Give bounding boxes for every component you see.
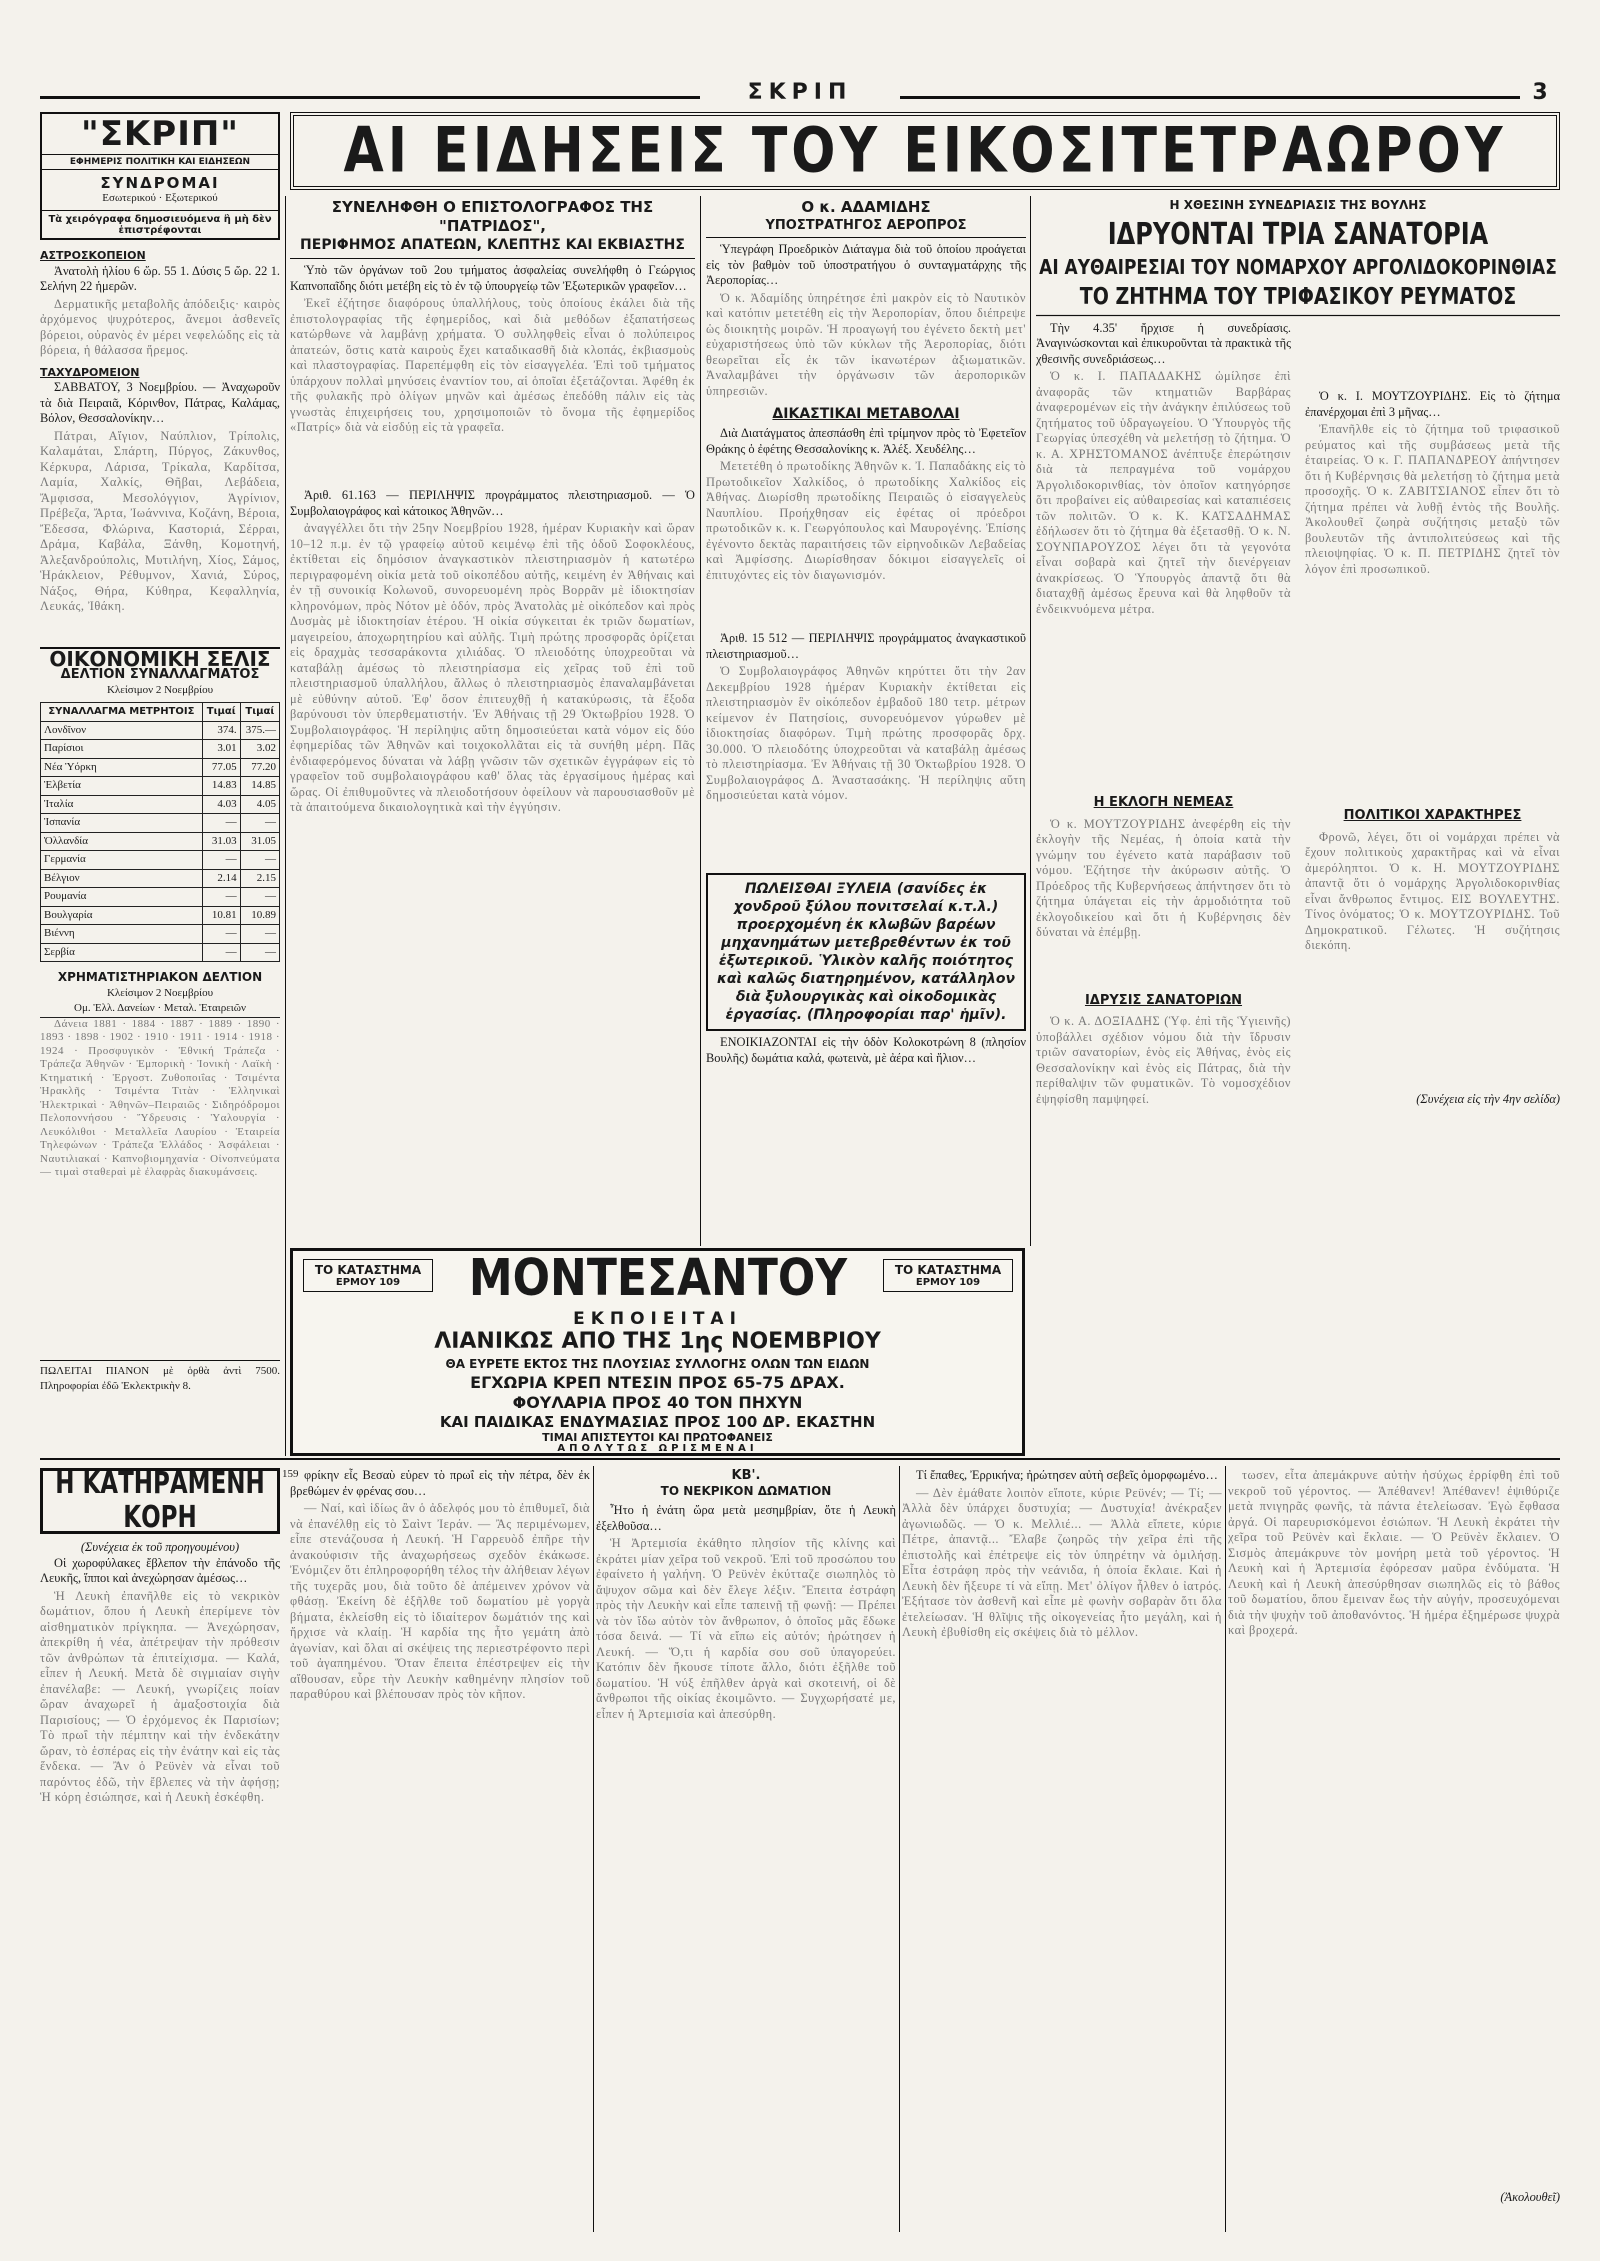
economy-heading: ΟΙΚΟΝΟΜΙΚΗ ΣΕΛΙΣ bbox=[40, 647, 280, 668]
col3-text-1: Ὑπεγράφη Προεδρικὸν Διάταγμα διὰ τοῦ ὁποίου προάγεται εἰς τὸν βαθμὸν τοῦ ὑποστρατήγου ὁ συνταγματάρχης τῆς Ἀεροπορίας… bbox=[706, 242, 1026, 287]
main-banner bbox=[290, 112, 1560, 190]
exchange-currency: Ρουμανία bbox=[41, 888, 203, 907]
serial-text-1: Οἱ χωροφύλακες ἔβλεπον τὴν ἐπάνοδο τῆς Λευκῆς, ἵπποι καὶ ἀνεχώρησαν ἀμέσως… bbox=[40, 1555, 280, 1585]
column-4 bbox=[1036, 198, 1560, 1453]
exchange-row bbox=[41, 851, 280, 870]
exchange-col-sell: Τιμαί bbox=[240, 703, 279, 722]
exchange-table bbox=[40, 702, 280, 962]
exchange-rate: 3.02 bbox=[240, 740, 279, 759]
col4-filler-3: Ὁ κ. Α. ΔΟΞΙΑΔΗΣ (Ὑφ. ἐπὶ τῆς Ὑγιεινῆς) ὑποβάλλει σχέδιον νόμου διὰ τὴν ἵδρυσιν τριῶν σανατορίων, ἑνὸς εἰς Ἀθήνας, ἑνὸς εἰς Θεσσαλονίκην καὶ ἑνὸς εἰς Πάτρας, διὰ τὴν περίθαλψιν τῶν φυματικῶν. Τὸ νομοσχέδιον ἐψηφίσθη παμψηφεί. bbox=[1036, 1014, 1291, 1106]
col2-headline-1: ΣΥΝΕΛΗΦΘΗ Ο ΕΠΙΣΤΟΛΟΓΡΑΦΟΣ ΤΗΣ "ΠΑΤΡΙΔΟΣ", bbox=[331, 198, 654, 235]
column-rule bbox=[1030, 196, 1031, 1246]
exchange-row bbox=[41, 888, 280, 907]
col2-filler-2: ἀναγγέλλει ὅτι τὴν 25ην Νοεμβρίου 1928, ἡμέραν Κυριακὴν καὶ ὥραν 10–12 π.μ. ἐν τῷ γραφείῳ αὐτοῦ κειμένῳ ἐπὶ τῆς ὁδοῦ Σοφοκλέους, ἐκτίθεται εἰς δημόσιον ἀναγκαστικὸν πλειστηριασμὸν ἡ κατωτέρω περιγραφομένη οἰκία μετὰ τοῦ οἰκοπέδου αὐτῆς, κειμένη ἐν Ἀθήναις καὶ ἐν τῇ συνοικίᾳ Κολωνοῦ, συνορευομένη πρὸς Βορρᾶν μὲ ἰδιοκτησίαν κληρονόμων, πρὸς Νότον μὲ ὁδόν, πρὸς Ἀνατολὰς μὲ οἰκόπεδον καὶ πρὸς Δυσμὰς μὲ ἰδιοκτησίαν ἑτέρου. Ἡ οἰκία σύγκειται ἐκ τριῶν δωματίων, μαγειρείου, ἀποχωρητηρίου καὶ αὐλῆς. Τιμὴ πρώτης προσφορᾶς ὁρίζεται εἰς δραχμὰς τεσσαράκοντα χιλιάδας. Ὁ πλειοδότης ὑποχρεοῦται νὰ καταβάλῃ ἀμέσως τὸ πλειστηρίασμα εἰς χεῖρας τοῦ ἐπὶ τοῦ πλειστηριασμοῦ ὑπαλλήλου, ἄλλως ὁ πλειστηριασμὸς ἐπαναλαμβάνεται μὲ εὐθύνην αὐτοῦ. Ἐφ' ὅσον ἐπιτευχθῇ ἡ κατακύρωσις, τὰ ἔξοδα βαρύνουσι τὸν ὑπερθεματιστήν. Ἐν Ἀθήναις τῇ 29 Ὀκτωβρίου 1928. Ὁ Συμβολαιογράφος. Ἡ περίληψις αὕτη δημοσιεύεται κατὰ νόμον εἰς δύο ἐφημερίδας τῶν Ἀθηνῶν καὶ τοιχοκολλᾶται εἰς τὰ συνήθη μέρη. Πᾶς ἐνδιαφερόμενος δύναται νὰ λάβῃ γνῶσιν τῶν σχετικῶν ἐγγράφων εἰς τὸ γραφεῖον τοῦ συμβολαιογράφου καθ' ὅλας τὰς ἐργασίμους ἡμέρας καὶ ὥρας. Οἱ ἐπιθυμοῦντες νὰ πλειοδοτήσουν ὀφείλουν νὰ παρουσιασθοῦν μὲ τὰ ἀπαιτούμενα δικαιολογητικὰ καὶ τὴν ἐγγύησιν. bbox=[290, 521, 695, 814]
exchange-currency: Ὁλλανδία bbox=[41, 832, 203, 851]
exchange-rate: — bbox=[202, 943, 240, 962]
exchange-row bbox=[41, 795, 280, 814]
col4-body bbox=[1036, 321, 1560, 1401]
col4-headline-3: ΤΟ ΖΗΤΗΜΑ ΤΟΥ ΤΡΙΦΑΣΙΚΟΥ ΡΕΥΜΑΤΟΣ bbox=[1036, 278, 1560, 315]
exchange-rate: 10.89 bbox=[240, 906, 279, 925]
serial-number: 159 bbox=[282, 1468, 299, 1480]
exchange-row bbox=[41, 777, 280, 796]
bourse-columns: Ομ. Ἐλλ. Δανείων · Μεταλ. Ἑταιρειῶν bbox=[40, 1001, 280, 1018]
exchange-rate: — bbox=[202, 888, 240, 907]
exchange-rate: 4.05 bbox=[240, 795, 279, 814]
paper-tagline: ΕΦΗΜΕΡΙΣ ΠΟΛΙΤΙΚΗ ΚΑΙ ΕΙΔΗΣΕΩΝ bbox=[42, 154, 278, 170]
serial-continued: (Συνέχεια ἐκ τοῦ προηγουμένου) bbox=[80, 1540, 240, 1554]
col4-kicker: Η ΧΘΕΣΙΝΗ ΣΥΝΕΔΡΙΑΣΙΣ ΤΗΣ ΒΟΥΛΗΣ bbox=[1169, 198, 1427, 212]
exchange-currency: Σερβία bbox=[41, 943, 203, 962]
serial-column-2 bbox=[290, 1468, 590, 2230]
col3-filler-2: Μετετέθη ὁ πρωτοδίκης Ἀθηνῶν κ. Ἰ. Παπαδάκης εἰς τὸ Πρωτοδικεῖον Χαλκίδος, ὁ πρωτοδίκης Χαλκίδος εἰς Ἀθήνας. Διωρίσθη πρωτοδίκης Πειραιῶς ὁ εἰσαγγελεὺς Ναυπλίου. Προήχθησαν εἰς ἐφέτας οἱ πρόεδροι πρωτοδικῶν κ. κ. Γεωργόπουλος καὶ Μαυρογένης. Ἐπίσης ἐγένοντο δεκτὰς παραιτήσεις τῶν εἰρηνοδικῶν Λεβαδείας καὶ Ἀμφίσσης. Διωρίσθησαν δόκιμοι εἰσαγγελεῖς οἱ ἐπιτυχόντες εἰς τὸν διαγωνισμόν. bbox=[706, 459, 1026, 582]
exchange-row bbox=[41, 869, 280, 888]
exchange-col-buy: Τιμαί bbox=[202, 703, 240, 722]
col4-filler-1: Ὁ κ. Ι. ΠΑΠΑΔΑΚΗΣ ὡμίλησε ἐπὶ ἀναφορᾶς τῶν κτηματιῶν Βαρβάρας ἀναφερομένων εἰς τὴν ἀνάγκην ἐπιλύσεως τοῦ ζητήματος τοῦ ὑδραγωγείου. Ὁ Ὑπουργὸς τῆς Γεωργίας ὑπεσχέθη νὰ μελετήσῃ τὸ ζήτημα. Ὁ κ. Α. ΧΡΗΣΤΟΜΑΝΟΣ ἀνέπτυξε ἐπερώτησιν διὰ τὰ πεπραγμένα τοῦ νομάρχου Ἀργολιδοκορινθίας, τὸν ὁποῖον κατηγόρησε ὅτι προβαίνει εἰς αὐθαιρεσίας καὶ καταπιέσεις τῶν πολιτῶν. Ὁ κ. Κ. ΚΑΤΣΑΔΗΜΑΣ ἐδήλωσεν ὅτι τὸ ζήτημα θὰ ἐξετασθῇ. Ὁ κ. Ν. ΣΟΥΝΠΑΡΟΥΖΟΣ λέγει ὅτι τὰ γεγονότα εἶναι σοβαρὰ καὶ ζητεῖ τὴν διενέργειαν ἀνακρίσεως. Ὁ Ὑπουργὸς ἀπαντᾷ ὅτι θὰ διαταχθῇ ἀμέσως ἔρευνα καὶ θὰ ληφθοῦν τὰ ἐνδεικνυόμενα μέτρα. bbox=[1036, 369, 1291, 616]
page-number: 3 bbox=[1520, 80, 1560, 105]
serial-column-4 bbox=[902, 1468, 1222, 2230]
exchange-rate: 14.83 bbox=[202, 777, 240, 796]
serial-text-4: Τί ἔπαθες, Ἐρρικήνα; ἠρώτησεν αὐτὴ σεβεῖς ὁμορφωμένο… bbox=[916, 1468, 1218, 1482]
serial-filler-2: — Ναί, καὶ ἰδίως ἂν ὁ ἀδελφός μου τὸ ἐπιθυμεῖ, διὰ νὰ ἐπανέλθῃ εἰς τὸ Σαὶντ Ἰεράν. — Ἂς περιμένωμεν, εἶπε στενάζουσα ἡ Λευκή. Ἡ Γαρρευὸδ ἐπῆρε τὴν ἀνακούφισιν τῆς ἀναχωρήσεως σχεδὸν ἐκάκωσε. Ἐνόμιζεν ὅτι ἐπληροφορήθη τέλος τὴν ἀλήθειαν λέγων τῆς τυχερᾶς μου, διὰ τοῦτο δὲ ἀπέμεινεν χρόνον νὰ φθάσῃ. Ἐκείνη δὲ ἐξῆλθε τοῦ δωματίου μὲ γοργὰ βήματα, ἐκλείσθη εἰς τὸ ἰδιαίτερον δωμάτιόν της καὶ ἤρχισε νὰ κλαίῃ. Ἡ καρδία της ἦτο γεμάτη ἀπὸ ἀγωνίαν, καὶ ὅλαι αἱ σκέψεις της περιεστρέφοντο περὶ τοῦ ἀγαπημένου. Ὅταν ἔπειτα ἐπέστρεψεν εἰς τὴν αἴθουσαν, εὗρε τὴν Λευκὴν καθημένην πλησίον τοῦ παραθύρου καὶ βλέπουσαν πρὸς τὸν κῆπον. bbox=[290, 1501, 590, 1701]
paper-name: "ΣΚΡΙΠ" bbox=[80, 114, 240, 154]
exchange-rate: 31.05 bbox=[240, 832, 279, 851]
subscription-rows: Εσωτερικού · Εξωτερικού bbox=[102, 192, 218, 204]
exchange-rate: 31.03 bbox=[202, 832, 240, 851]
col2-filler-1: Ἐκεῖ ἐζήτησε διαφόρους ὑπαλλήλους, τοὺς ὁποίους ἐκάλει διὰ τῆς ἐπιστολογραφίας τῆς ἐφημερίδος, καὶ διὰ μεθόδων ἐξαπατήσεως κατώρθωνε νὰ λαμβάνῃ χρήματα. Ὁ συλληφθεὶς εἶναι ὁ πολύπειρος ἀπατεών, ὅστις κατὰ καιροὺς ἔχει καταδικασθῆ διὰ κλοπάς, ἐκβιασμοὺς καὶ πλαστογραφίας. Παρεπέμφθη εἰς τὸν εἰσαγγελέα. Ἐπὶ τοῦ τμήματος ὑπάρχουν πολλαὶ μηνύσεις ἐναντίον του, αἱ ὁποῖαι ἐξετάζονται. Ἀφέθη ἐκ τῆς φυλακῆς πρὸ ὀλίγων μηνῶν καὶ ἀμέσως ἐπεδόθη πάλιν εἰς τὰς γνωστὰς ἐπιχειρήσεις του, χρησιμοποιῶν τὸ ὄνομα τῆς ἐφημερίδος «Πατρίς» διὰ νὰ εἰσδύῃ εἰς τὰ γραφεῖα. bbox=[290, 296, 695, 434]
col2-headline-2: ΠΕΡΙΦΗΜΟΣ ΑΠΑΤΕΩΝ, ΚΛΕΠΤΗΣ ΚΑΙ ΕΚΒΙΑΣΤΗΣ bbox=[290, 236, 695, 259]
ad-line-5: ΦΟΥΛΑΡΙΑ ΠΡΟΣ 40 ΤΟΝ ΠΗΧΥΝ bbox=[512, 1393, 803, 1412]
col4-filler-2: Ὁ κ. ΜΟΥΤΖΟΥΡΙΔΗΣ ἀνεφέρθη εἰς τὴν ἐκλογὴν τῆς Νεμέας, ἡ ὁποία κατὰ τὴν γνώμην του ἐγένετο κατὰ παράβασιν τοῦ νόμου. Ἐζήτησε τὴν ἀκύρωσιν αὐτῆς. Ὁ Πρόεδρος τῆς Κυβερνήσεως ἀπήντησεν ὅτι τὸ ζήτημα ὑπάγεται εἰς τὴν ἁρμοδιότητα τοῦ ἐκλογοδικείου καὶ ὅτι ἡ Κυβέρνησις δὲν δύναται νὰ ἐπέμβῃ. bbox=[1036, 816, 1291, 939]
exchange-rate: 4.03 bbox=[202, 795, 240, 814]
serial-filler-3: Ἡ Ἀρτεμισία ἐκάθητο πλησίον τῆς κλίνης καὶ ἐκράτει μίαν χεῖρα τοῦ νεκροῦ. Ἐπὶ τοῦ προσώπου του ἐφαίνετο ἡ γαλήνη. Ὁ Ρεϋνὲν ἐκύτταζε σιωπηλὸς τὸ ἄψυχον σῶμα καὶ δὲν ἔλεγε λέξιν. Ἔπειτα ἐστράφη πρὸς τὴν Λευκὴν καὶ εἶπε ταπεινῇ τῇ φωνῇ: — Πρέπει νὰ τὸν ἴδω αὐτὸν τὸν ἄνθρωπον, ὁ ὁποῖος μᾶς ἔδωκε τόσα δεινά. — Τί νὰ εἴπω εἰς αὐτόν; ἠρώτησεν ἡ Λευκή. — Ὅ,τι ἡ καρδία σου σοῦ ὑπαγορεύει. Κατόπιν δὲν ἤκουσε τίποτε ἄλλο, διότι ἐξῆλθε τοῦ δωματίου. Ἡ νύξ ἐπῆλθεν ἀργὰ καὶ σκοτεινή, οἱ δὲ ἄνθρωποι τῆς οἰκίας ἐκοιμῶντο. — Συγχωρήσατέ με, εἶπεν ἡ Ἀρτεμισία καὶ ἀπεσύρθη. bbox=[596, 1536, 896, 1721]
exchange-rate: — bbox=[240, 943, 279, 962]
serial-chapter: ΚΒ'. bbox=[731, 1468, 761, 1483]
exchange-rate: 2.14 bbox=[202, 869, 240, 888]
exchange-currency: Βιέννη bbox=[41, 925, 203, 944]
ad-line-8: ΑΠΟΛΥΤΩΣ ΩΡΙΣΜΕΝΑΙ bbox=[557, 1443, 758, 1454]
exchange-currency: Γερμανία bbox=[41, 851, 203, 870]
manuscript-note: Τὰ χειρόγραφα δημοσιευόμενα ἢ μὴ δὲν ἐπιστρέφονται bbox=[42, 210, 278, 236]
serial-end: (Ἀκολουθεῖ) bbox=[1500, 2190, 1560, 2204]
astro-heading: ΑΣΤΡΟΣΚΟΠΕΙΟΝ bbox=[40, 249, 146, 262]
col3-text-3: Ἀριθ. 15 512 — ΠΕΡΙΛΗΨΙΣ προγράμματος ἀναγκαστικοῦ πλειστηριασμοῦ… bbox=[706, 631, 1026, 661]
column-rule bbox=[700, 196, 701, 1246]
exchange-date: Κλείσιμον 2 Νοεμβρίου bbox=[106, 683, 214, 696]
exchange-heading: ΔΕΛΤΙΟΝ ΣΥΝΑΛΛΑΓΜΑΤΟΣ bbox=[60, 667, 260, 682]
col4-headline-2: ΑΙ ΑΥΘΑΙΡΕΣΙΑΙ ΤΟΥ ΝΟΜΑΡΧΟΥ ΑΡΓΟΛΙΔΟΚΟΡΙΝΘΙΑΣ bbox=[1039, 255, 1557, 280]
ad-shop-box-left bbox=[303, 1259, 433, 1292]
left-column bbox=[40, 248, 280, 1453]
exchange-rate: — bbox=[202, 925, 240, 944]
serial-text-3: Ἦτο ἡ ἐνάτη ὥρα μετὰ μεσημβρίαν, ὅτε ἡ Λευκὴ ἐξελθοῦσα… bbox=[596, 1503, 896, 1533]
col3-headline-2: ΥΠΟΣΤΡΑΤΗΓΟΣ ΑΕΡΟΠΡΟΣ bbox=[706, 217, 1026, 238]
exchange-col-currency: ΣΥΝΑΛΛΑΓΜΑ ΜΕΤΡΗΤΟΙΣ bbox=[41, 703, 203, 722]
piano-note: ΠΩΛΕΙΤΑΙ ΠΙΑΝΟΝ μὲ ὁρθὰ ἀντὶ 7500. Πληροφορίαι ἐδῶ Ἐκλεκτρικὴν 8. bbox=[40, 1360, 280, 1395]
exchange-row bbox=[41, 721, 280, 740]
serial-column-5 bbox=[1228, 1468, 1560, 2230]
col4-text-1: Τὴν 4.35' ἤρχισε ἡ συνεδρίασις. Ἀναγινώσκονται καὶ ἐπικυροῦνται τὰ πρακτικὰ τῆς χθεσινῆς συνεδριάσεως… bbox=[1036, 320, 1291, 366]
column-3 bbox=[706, 198, 1026, 1248]
serial-column-3 bbox=[596, 1468, 896, 2230]
serial-filler-4: — Δὲν ἐμάθατε λοιπὸν εἴποτε, κύριε Ρεϋνέν; — Τί; — Ἀλλὰ δὲν ὑπάρχει δυστυχία; — Δυστυχία! ἀνέκραξεν ἀγωνιωδῶς. — Ὁ κ. Μελλιέ... — Ἀλλὰ εἴπετε, κύριε Πέτρε, ἀπαντᾷ... Ἔλαβε ζωηρῶς τὴν χεῖρα ἐπὶ τῆς ἐπιστολῆς καὶ ἐπέτρεψε εἰς τὸν ὑπηρέτην νὰ ὁμιλήσῃ. Εἶτα ἐστράφη πρὸς τὴν νεάνιδα, ἡ ὁποία ἔκλαιε. Καὶ ἡ Λευκὴ δὲν ἤξευρε τί νὰ εἴπῃ. Μετ' ὀλίγον ἦλθεν ὁ ἰατρός. Ἐξήτασε τὸν ἀσθενῆ καὶ εἶπε μὲ φωνὴν σοβαρὰν ὅτι ὅλα ἐτελείωσαν. Ἡ θλῖψις τῆς οἰκογενείας ἦτο μεγάλη, καὶ ἡ Λευκὴ ἐβυθίσθη εἰς σκέψεις διὰ τὸ μέλλον. bbox=[902, 1485, 1222, 1639]
col4-sub-3: ΠΟΛΙΤΙΚΟΙ ΧΑΡΑΚΤΗΡΕΣ bbox=[1343, 808, 1522, 824]
exchange-currency: Βέλγιον bbox=[41, 869, 203, 888]
exchange-rate: 2.15 bbox=[240, 869, 279, 888]
exchange-rate: — bbox=[202, 851, 240, 870]
subscriptions-heading: ΣΥΝΔΡΟΜΑΙ bbox=[100, 174, 220, 192]
ad-line-6: ΚΑΙ ΠΑΙΔΙΚΑΣ ΕΝΔΥΜΑΣΙΑΣ ΠΡΟΣ 100 ΔΡ. ΕΚΑΣΤΗΝ bbox=[439, 1413, 876, 1431]
ad-line-1: ΕΚΠΟΙΕΙΤΑΙ bbox=[573, 1309, 742, 1329]
exchange-rate: 374. bbox=[202, 721, 240, 740]
ad-shop-box-right bbox=[883, 1259, 1013, 1292]
ad-line-7: ΤΙΜΑΙ ΑΠΙΣΤΕΥΤΟΙ ΚΑΙ ΠΡΩΤΟΦΑΝΕΙΣ bbox=[542, 1431, 773, 1444]
exchange-rate: 14.85 bbox=[240, 777, 279, 796]
serial-filler-1: Ἡ Λευκὴ ἐπανῆλθε εἰς τὸ νεκρικὸν δωμάτιον, ὅπου ἡ Λευκὴ ἐπερίμενε τὸν αἰσθηματικὸν πρίγκηπα. — Ἀνεχώρησαν, ἀπεκρίθη ἡ νέα, ἀπέτρεψαν τὴν πρόθεσιν τῶν ἀνθρώπων τὰ ἐπιτείχισμα. — Καλά, εἶπεν ἡ Λευκή. Μετὰ δὲ σιγμιαίαν σιγὴν ἐπανέλαβε: — Λευκή, γνωρίζεις ποίαν ὥραν ἀναχωρεῖ ἡ ἀμαξοστοιχία διὰ Παρισίους; — Ὁ ἐρχόμενος ἐκ Παρισίων; Τὸ πρωΐ τὴν πέμπτην καὶ τὴν ἑνδεκάτην ὥραν, τὸ ἑσπέρας εἰς τὴν ἐνάτην καὶ εἰς τὰς ἕνδεκα. — Ἂν ὁ Ρεϋνὲν νὰ εἶναι τοῦ παρόντος ἐδῶ, τὴν ἔβλεπες νὰ τὴν ἀφήσῃ; Ἡ κόρη ἐσιώπησε, καὶ ἡ Λευκὴ ἐσκέφθη. bbox=[40, 1588, 280, 1804]
exchange-currency: Ἑλβετία bbox=[41, 777, 203, 796]
ad-shop-address-left: ΕΡΜΟΥ 109 bbox=[335, 1277, 401, 1288]
col3-headline-1: Ο κ. ΑΔΑΜΙΔΗΣ bbox=[801, 198, 931, 216]
bourse-heading: ΧΡΗΜΑΤΙΣΤΗΡΙΑΚΟΝ ΔΕΛΤΙΟΝ bbox=[57, 970, 263, 984]
exchange-rate: — bbox=[240, 851, 279, 870]
col4-sub-2: ΙΔΡΥΣΙΣ ΣΑΝΑΤΟΡΙΩΝ bbox=[1084, 992, 1243, 1008]
main-banner-text: ΑΙ ΕΙΔΗΣΕΙΣ ΤΟΥ ΕΙΚΟΣΙΤΕΤΡΑΩΡΟΥ bbox=[343, 115, 1507, 187]
exchange-currency: Βουλγαρία bbox=[41, 906, 203, 925]
col4-text-2: Ὁ κ. Ι. ΜΟΥΤΖΟΥΡΙΔΗΣ. Εἰς τὸ ζήτημα ἐπανέρχομαι ἐπὶ 3 μῆνας… bbox=[1305, 389, 1560, 419]
ad-line-4: ΕΓΧΩΡΙΑ ΚΡΕΠ ΝΤΕΣΙΝ ΠΡΟΣ 65-75 ΔΡΑΧ. bbox=[470, 1373, 845, 1392]
exchange-rate: 3.01 bbox=[202, 740, 240, 759]
exchange-rate: 375.— bbox=[240, 721, 279, 740]
exchange-rate: — bbox=[202, 814, 240, 833]
serial-filler-5: τωσεν, εἶτα ἀπεμάκρυνε αὐτὴν ἠσύχως ἐρρίφθη ἐπὶ τοῦ νεκροῦ τοῦ γέροντος. — Ἀπέθανεν! Ἀπέθανεν! ἐψιθύριζε μετὰ πνιγηρᾶς φωνῆς, τὰ πάντα ἐτελείωσαν. Ἐγὼ ἔφθασα ἀργά. Οἱ παρευρισκόμενοι ἐσιώπων. Ἡ Λευκὴ ἐκράτει τὴν χεῖρα τοῦ Ρεϋνὲν καὶ ἔκλαιε. — Ὁ Ρεϋνὲν ἔκλαιεν. Ὁ Σισμὸς ἀπεμάκρυνε τὸν μονήρη μετὰ τοῦ γέροντος. Ἡ Λευκὴ καὶ ἡ Ἀρτεμισία ἐφόρεσαν μαῦρα ἐνδύματα. Ἡ Λευκὴ καὶ ἡ Λευκὴ ἀπεσύρθησαν σιωπηλῶς εἰς τὸ βάθος τοῦ δωματίου, ὅπου ἔμειναν ἕως τὴν αὐγήν, προσευχόμεναι διὰ τὴν ψυχὴν τοῦ ἀποθανόντος. Ἡ ἡμέρα ἐξημέρωσε ψυχρὰ καὶ βροχερά. bbox=[1228, 1468, 1560, 1637]
exchange-row bbox=[41, 758, 280, 777]
col3-filler-1: Ὁ κ. Ἀδαμίδης ὑπηρέτησε ἐπὶ μακρὸν εἰς τὸ Ναυτικὸν καὶ κατόπιν μετετέθη εἰς τὴν Ἀεροπορίαν, ὅπου διέπρεψε ὡς διοικητὴς μοιρῶν. Ἡ προαγωγή του ἐγένετο δεκτὴ μετ' εὐχαριστήσεως ὑπὸ τῶν κύκλων τῆς Ἀεροπορίας, διότι θεωρεῖται εἷς ἐκ τῶν ἱκανωτέρων ἀξιωματικῶν. Ἀναλαμβάνει τὴν ὀργάνωσιν τῶν ἀεροπορικῶν ὑπηρεσιῶν. bbox=[706, 290, 1026, 398]
serial-title-box bbox=[40, 1468, 280, 1534]
ad-shop-label-right: ΤΟ ΚΑΤΑΣΤΗΜΑ bbox=[894, 1263, 1002, 1277]
post-heading: ΤΑΧΥΔΡΟΜΕΙΟΝ bbox=[40, 365, 140, 379]
serial-column-1 bbox=[40, 1540, 280, 2230]
bourse-filler: Δάνεια 1881 · 1884 · 1887 · 1889 · 1890 · 1893 · 1898 · 1902 · 1910 · 1911 · 1914 · 1918 · 1924 · Προσφυγικὸν · Ἐθνική Τράπεζα · Τράπεζα Ἀθηνῶν · Ἐμπορικὴ · Ἰονικὴ · Λαϊκὴ · Κτηματική · Ἐργοστ. Ζυθοποιΐας · Τσιμέντα Ἡρακλῆς · Τσιμέντα Τιτὰν · Ἑλληνικαὶ Ἠλεκτρικαὶ · Ἀθηνῶν–Πειραιῶς · Σιδηρόδρομοι Πελοποννήσου · Ὕδρευσις · Ὑαλουργία · Λευκόλιθοι · Μεταλλεῖα Λαυρίου · Ἐταιρεία Τηλεφώνων · Τράπεζα Ἑλλάδος · Ἀσφάλειαι · Ναυτιλιακαί · Καπνοβιομηχανία · Οἰνοπνεύματα — τιμαὶ σταθεραὶ μὲ ἐλαφρὰς διακυμάνσεις. bbox=[40, 1017, 280, 1178]
exchange-rate: 77.05 bbox=[202, 758, 240, 777]
bourse-date: Κλείσιμον 2 Νοεμβρίου bbox=[106, 986, 214, 999]
exchange-rate: — bbox=[240, 888, 279, 907]
exchange-rate: — bbox=[240, 814, 279, 833]
ad-brand: ΜΟΝΤΕΣΑΝΤΟΥ bbox=[468, 1249, 848, 1308]
exchange-row bbox=[41, 814, 280, 833]
exchange-currency: Παρίσιοι bbox=[41, 740, 203, 759]
col3-section: ΔΙΚΑΣΤΙΚΑΙ ΜΕΤΑΒΟΛΑΙ bbox=[772, 405, 960, 422]
exchange-row bbox=[41, 925, 280, 944]
serial-text-2: φρίκην εἶς Βεσαὺ εὑρεν τὸ πρωΐ εἰς τὴν πέτρα, δὲν ἐκ βρεθώμεν ἐν φρένας σου… bbox=[290, 1468, 590, 1498]
paper-info-box bbox=[40, 112, 280, 240]
exchange-currency: Ἰταλία bbox=[41, 795, 203, 814]
ad-line-2: ΛΙΑΝΙΚΩΣ ΑΠΟ ΤΗΣ 1ης ΝΟΕΜΒΡΙΟΥ bbox=[434, 1329, 881, 1354]
exchange-row bbox=[41, 740, 280, 759]
column-rule bbox=[899, 1466, 900, 2232]
col4-headline-1: ΙΔΡΥΟΝΤΑΙ ΤΡΙΑ ΣΑΝΑΤΟΡΙΑ bbox=[1107, 216, 1489, 251]
astro-text: Ἀνατολὴ ἡλίου 6 ὥρ. 55 1. Δύσις 5 ὥρ. 22 1. Σελήνη 22 ἡμερῶν. bbox=[40, 263, 280, 293]
montesantou-advertisement bbox=[290, 1248, 1025, 1456]
column-rule bbox=[285, 196, 286, 1456]
col3-filler-3: Ὁ Συμβολαιογράφος Ἀθηνῶν κηρύττει ὅτι τὴν 2αν Δεκεμβρίου 1928 ἡμέραν Κυριακὴν ἐκτίθεται εἰς πλειστηριασμὸν ἓν οἰκόπεδον ἐμβαδοῦ 180 τετρ. μέτρων κείμενον ἐν Πατησίοις, συνορευόμενον γύρωθεν μὲ ἰδιοκτησίας διαφόρων. Τιμὴ πρώτης προσφορᾶς δρχ. 30.000. Ὁ πλειοδότης ὑποχρεοῦται νὰ καταβάλῃ ἀμέσως τὸ πλειστηρίασμα. Ἐν Ἀθήναις τῇ 30 Ὀκτωβρίου 1928. Ὁ Συμβολαιογράφος Δ. Ἀναστασάκης. Ἡ περίληψις αὕτη δημοσιεύεται κατὰ νόμον. bbox=[706, 664, 1026, 802]
col2-text-1: Ὑπὸ τῶν ὀργάνων τοῦ 2ου τμήματος ἀσφαλείας συνελήφθη ὁ Γεώργιος Καπνοπαῖδης διότι μετέβη εἰς τὸ ἐν τῷ ὑπουργείῳ τῶν Ἐξωτερικῶν γραφεῖον… bbox=[290, 263, 695, 293]
column-rule bbox=[593, 1466, 594, 2232]
col4-continued: (Συνέχεια εἰς τὴν 4ην σελίδα) bbox=[1416, 1091, 1560, 1106]
col4-filler-4: Ἐπανῆλθε εἰς τὸ ζήτημα τοῦ τριφασικοῦ ρεύματος καὶ τῆς συμβάσεως μετὰ τῆς ἑταιρείας. Ὁ κ. Γ. ΠΑΠΑΝΔΡΕΟΥ ἀπήντησεν ὅτι ἡ Κυβέρνησις θὰ μελετήσῃ τὸ ζήτημα μετὰ προσοχῆς. Ὁ κ. ΖΑΒΙΤΣΙΑΝΟΣ εἶπεν ὅτι τὸ ζήτημα πρέπει νὰ λυθῇ ἐντὸς τῆς Βουλῆς. Ἀκολουθεῖ ζωηρὰ συζήτησις μεταξὺ τῶν βουλευτῶν τῆς ἀντιπολιτεύσεως καὶ τῆς πλειοψηφίας. Ὁ κ. Π. ΠΕΤΡΙΔΗΣ ζητεῖ τὸν λόγον ἐπὶ προσωπικοῦ. bbox=[1305, 422, 1560, 576]
ad-shop-label-left: ΤΟ ΚΑΤΑΣΤΗΜΑ bbox=[314, 1263, 422, 1277]
masthead-title: ΣΚΡΙΠ bbox=[700, 80, 900, 105]
ad-shop-address-right: ΕΡΜΟΥ 109 bbox=[915, 1277, 981, 1288]
section-rule bbox=[40, 1458, 1560, 1460]
column-2 bbox=[290, 198, 695, 1248]
col3-notice-box: ΠΩΛΕΙΣΘΑΙ ΞΥΛΕΙΑ (σανίδες ἐκ χονδροῦ ξύλου πονιτσελαί κ.τ.λ.) προερχομένη ἐκ κλωβῶν βαρέων μηχανημάτων μετεβρεθέντων ἐκ τοῦ ἐξωτερικοῦ. Ὑλικὸν καλῆς ποιότητος καὶ καλῶς διατηρημένον, κατάλληλον διὰ ξυλουργικὰς καὶ οἰκοδομικὰς ἐργασίας. (Πληροφορίαι παρ' ἡμῖν). bbox=[706, 873, 1026, 1031]
exchange-row bbox=[41, 943, 280, 962]
post-filler: Πάτραι, Αἴγιον, Ναύπλιον, Τρίπολις, Καλαμάται, Σπάρτη, Πύργος, Ζάκυνθος, Κέρκυρα, Λάρισα, Τρίκαλα, Καρδίτσα, Λαμία, Χαλκίς, Θῆβαι, Λεβάδεια, Ἄμφισσα, Μεσολόγγιον, Ἀγρίνιον, Πρέβεζα, Ἄρτα, Ἰωάννινα, Κοζάνη, Βέροια, Ἔδεσσα, Φλώρινα, Καστοριά, Σέρραι, Δράμα, Καβάλα, Ξάνθη, Κομοτηνή, Ἀλεξανδρούπολις, Μυτιλήνη, Χίος, Σάμος, Ἡράκλειον, Ρέθυμνον, Χανιά, Σύρος, Νάξος, Θήρα, Κύθηρα, Κεφαλληνία, Λευκάς, Ἰθάκη. bbox=[40, 428, 280, 613]
ad-line-3: ΘΑ ΕΥΡΕΤΕ ΕΚΤΟΣ ΤΗΣ ΠΛΟΥΣΙΑΣ ΣΥΛΛΟΓΗΣ ΟΛΩΝ ΤΩΝ ΕΙΔΩΝ bbox=[445, 1357, 870, 1371]
serial-chapter-title: ΤΟ ΝΕΚΡΙΚΟΝ ΔΩΜΑΤΙΟΝ bbox=[660, 1483, 832, 1498]
exchange-currency: Ἰσπανία bbox=[41, 814, 203, 833]
col3-rent: ΕΝΟΙΚΙΑΖΟΝΤΑΙ εἰς τὴν ὁδὸν Κολοκοτρώνη 8 (πλησίον Βουλῆς) δωμάτια καλά, φωτεινὰ, μὲ ἀέρα καὶ ἥλιον… bbox=[706, 1035, 1026, 1065]
column-rule bbox=[1225, 1466, 1226, 2232]
exchange-rate: 10.81 bbox=[202, 906, 240, 925]
serial-title: Η ΚΑΤΗΡΑΜΕΝΗ ΚΟΡΗ bbox=[55, 1467, 265, 1535]
exchange-rate: 77.20 bbox=[240, 758, 279, 777]
exchange-rate: — bbox=[240, 925, 279, 944]
exchange-row bbox=[41, 832, 280, 851]
col4-filler-5: Φρονῶ, λέγει, ὅτι οἱ νομάρχαι πρέπει νὰ ἔχουν πολιτικοὺς χαρακτῆρας καὶ νὰ εἶναι ἀμερόληπτοι. Ὁ κ. Η. ΜΟΥΤΖΟΥΡΙΔΗΣ ἀπαντᾷ ὅτι ὁ νομάρχης Ἀργολιδοκορινθίας εἶναι ἄνθρωπος ἔντιμος. ΕΙΣ ΒΟΥΛΕΥΤΗΣ. Τίνος ὀνόματος; Ὁ κ. ΜΟΥΤΖΟΥΡΙΔΗΣ. Τοῦ Δημοκρατικοῦ. Γέλωτες. Ἡ συζήτησις διεκόπη. bbox=[1305, 829, 1560, 953]
post-text: ΣΑΒΒΑΤΟΥ, 3 Νοεμβρίου. — Ἀναχωροῦν τὰ διὰ Πειραιᾶ, Κόρινθον, Πάτρας, Καλάμας, Βόλον, Θεσσαλονίκην… bbox=[40, 380, 280, 425]
exchange-currency: Νέα Ὑόρκη bbox=[41, 758, 203, 777]
col2-text-2: Ἀριθ. 61.163 — ΠΕΡΙΛΗΨΙΣ προγράμματος πλειστηριασμοῦ. — Ὁ Συμβολαιογράφος καὶ κάτοικος Ἀθηνῶν… bbox=[290, 488, 695, 518]
col4-sub-1: Η ΕΚΛΟΓΗ ΝΕΜΕΑΣ bbox=[1093, 795, 1234, 810]
exchange-currency: Λονδῖνον bbox=[41, 721, 203, 740]
col3-text-2: Διὰ Διατάγματος ἀπεσπάσθη ἐπὶ τρίμηνον πρὸς τὸ Ἐφετεῖον Θράκης ὁ ἐφέτης Θεσσαλονίκης κ. Ἀλέξ. Χευδέλης… bbox=[706, 426, 1026, 456]
astro-filler: Δερματικῆς μεταβολῆς ἀπόδειξις· καιρὸς ἀρχόμενος ψυχρότερος, ἄνεμοι ἀσθενεῖς βόρειοι, οὐρανὸς ἐν μέρει νεφελώδης εἰς τὰ βόρεια, ἡ θάλασσα ἥρεμος. bbox=[40, 296, 280, 357]
exchange-row bbox=[41, 906, 280, 925]
